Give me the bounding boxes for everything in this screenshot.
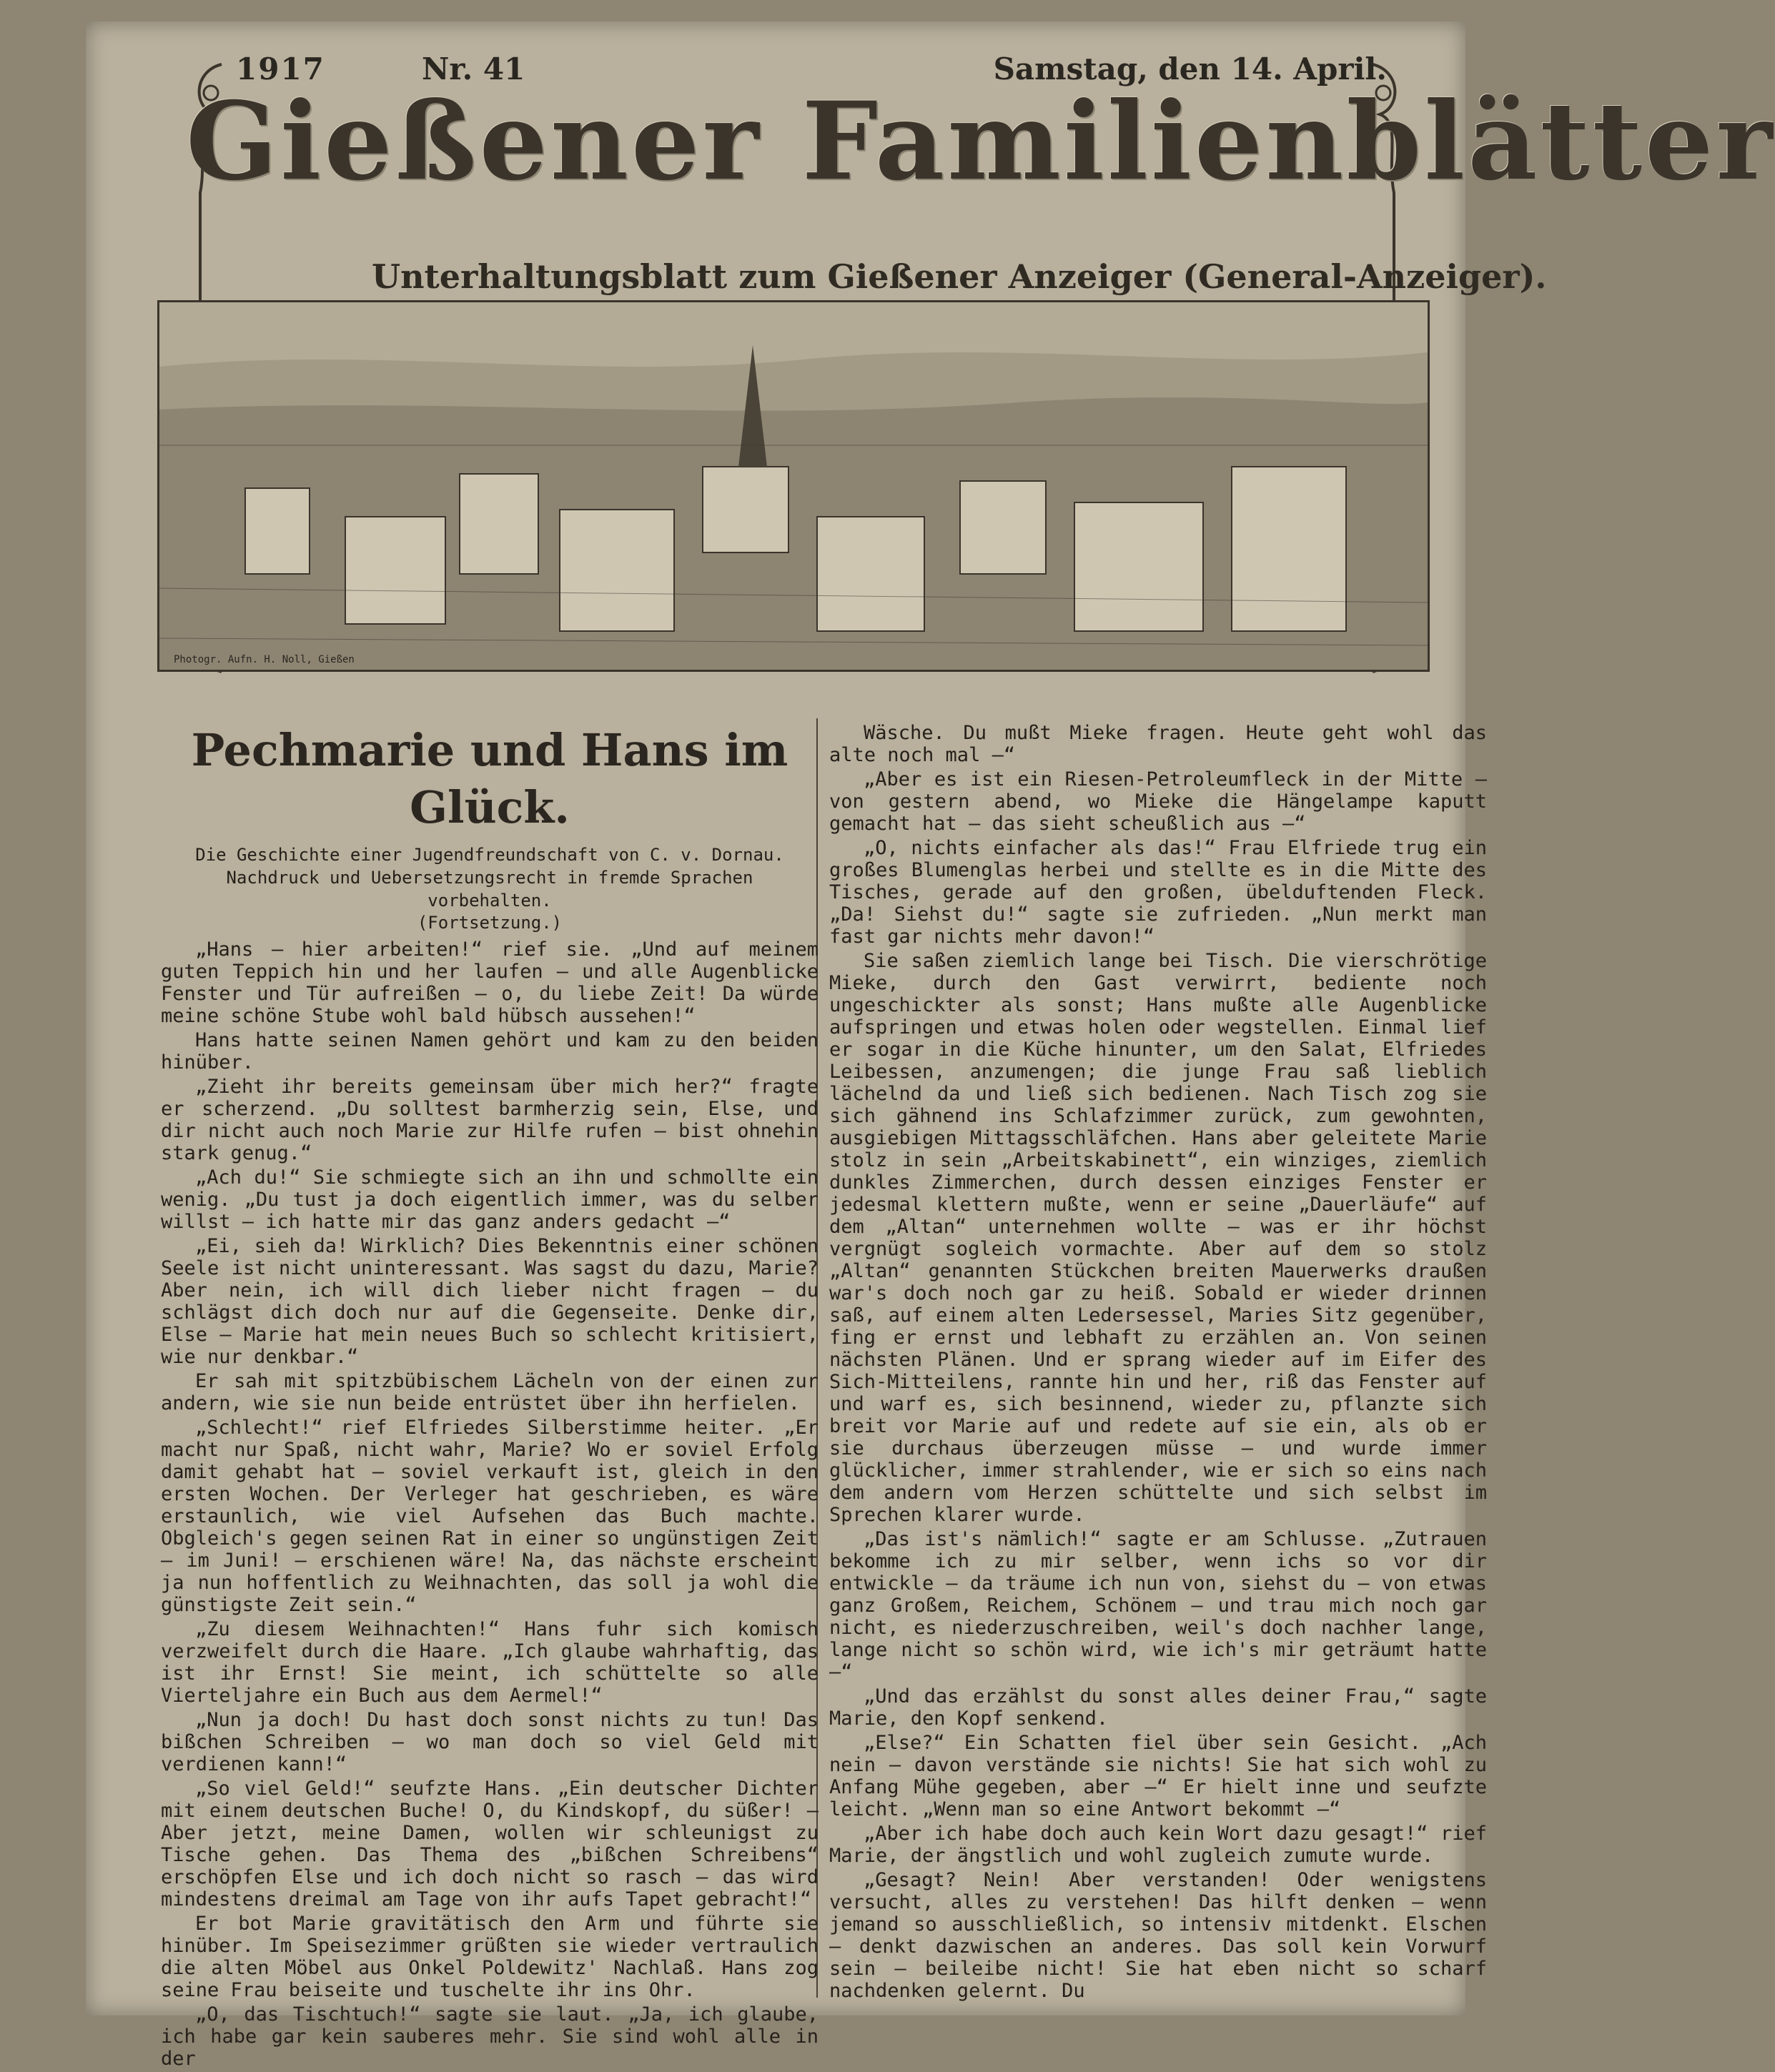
paragraph: „Ach du!“ Sie schmiegte sich an ihn und schmollte ein wenig. „Du tust ja doch eigentlich immer, was du selber willst — ich hatte mir das ganz anders gedacht —“ [161, 1166, 819, 1233]
paragraph: „Nun ja doch! Du hast doch sonst nichts zu tun! Das bißchen Schreiben — wo man doch so viel Geld mit verdienen kann!“ [161, 1709, 819, 1775]
paragraph: „Und das erzählst du sonst alles deiner Frau,“ sagte Marie, den Kopf senkend. [829, 1685, 1487, 1730]
article-column-left [161, 722, 819, 2072]
paragraph: Sie saßen ziemlich lange bei Tisch. Die vierschrötige Mieke, durch den Gast verwirrt, bediente noch ungeschickter als sonst; Hans mußte alle Augenblicke aufspringen und etwas holen oder wegstellen. Einmal lief er sogar in die Küche hinunter, um den Salat, Elfriedes Leibessen, anzumengen; die junge Frau saß lieblich lächelnd da und ließ sich bedienen. Nach Tisch zog sie sich gähnend ins Schlafzimmer zurück, zum gewohnten, ausgiebigen Mittagsschläfchen. Hans aber geleitete Marie stolz in sein „Arbeitskabinett“, ein winziges, ziemlich dunkles Zimmerchen, durch dessen einziges Fenster er jedesmal klettern mußte, wenn er seine „Dauerläufe“ auf dem „Altan“ unternehmen wollte — was er ihr höchst vergnügt sogleich vormachte. Aber auf dem so stolz „Altan“ genannten Stückchen breiten Mauerwerks draußen war's doch noch gar zu heiß. Sobald er wieder drinnen saß, auf einem alten Ledersessel, Maries Sitz gegenüber, fing er ernst und lebhaft zu erzählen an. Von seinen nächsten Plänen. Und er sprang wieder auf im Eifer des Sich-Mitteilens, rannte hin und her, riß das Fenster auf und warf es, sich besinnend, wieder zu, pflanzte sich breit vor Marie auf und redete auf sie ein, als ob er sie durchaus überzeugen müsse — und wurde immer glücklicher, immer strahlender, wie er sich so eins nach dem andern vom Herzen schüttelte und sich selbst im Sprechen klarer wurde. [829, 950, 1487, 1526]
paragraph: „So viel Geld!“ seufzte Hans. „Ein deutscher Dichter mit einem deutschen Buche! O, du Kindskopf, du süßer! — Aber jetzt, meine Damen, wollen wir schleunigst zu Tische gehen. Das Thema des „bißchen Schreibens“ erschöpfen Else und ich doch nicht so rasch — das wird mindestens dreimal am Tage von ihr aufs Tapet gebracht!“ [161, 1778, 819, 1910]
newspaper-page [86, 21, 1775, 2070]
article-continued: (Fortsetzung.) [417, 913, 563, 933]
masthead-subtitle: Unterhaltungsblatt zum Gießener Anzeiger (General-Anzeiger). [372, 257, 1547, 296]
paragraph: „Zu diesem Weihnachten!“ Hans fuhr sich komisch verzweifelt durch die Haare. „Ich glaube wahrhaftig, das ist ihr Ernst! Sie meint, ich schüttelte so alle Vierteljahre ein Buch aus dem Aermel!“ [161, 1618, 819, 1707]
issue-year: 1917 [236, 51, 325, 86]
article-column-right [829, 722, 1487, 2004]
paragraph: Wäsche. Du mußt Mieke fragen. Heute geht wohl das alte noch mal —“ [829, 722, 1487, 766]
image-credit: Photogr. Aufn. H. Noll, Gießen [174, 654, 355, 665]
paragraph: „Else?“ Ein Schatten fiel über sein Gesicht. „Ach nein — davon verstände sie nichts! Sie hat sich wohl zu Anfang Mühe gegeben, aber —“ Er hielt inne und seufzte leicht. „Wenn man so eine Antwort bekommt —“ [829, 1732, 1487, 1820]
city-landscape-icon [159, 302, 1428, 670]
paragraph: „Das ist's nämlich!“ sagte er am Schlusse. „Zutrauen bekomme ich zu mir selber, wenn ichs so vor dir entwickle — da träume ich nun von, siehst du — von etwas ganz Großem, Reichem, Schönem — und trau mich noch gar nicht, es niederzuschreiben, weil's doch nachher lange, lange nicht so schön wird, wie ich's mir geträumt hatte —“ [829, 1528, 1487, 1683]
paragraph: „Hans — hier arbeiten!“ rief sie. „Und auf meinem guten Teppich hin und her laufen — und alle Augenblicke Fenster und Tür aufreißen — o, du liebe Zeit! Da würde meine schöne Stube wohl bald hübsch aussehen!“ [161, 938, 819, 1027]
issue-number: Nr. 41 [422, 51, 525, 86]
article-title: Pechmarie und Hans im Glück. [191, 724, 788, 833]
paragraph: „O, das Tischtuch!“ sagte sie laut. „Ja, ich glaube, ich habe gar kein sauberes mehr. Sie sind wohl alle in der [161, 2003, 819, 2070]
masthead-title: Gießener Familienblätter [186, 79, 1775, 204]
masthead-line [157, 37, 1423, 86]
paragraph: „Gesagt? Nein! Aber verstanden! Oder wenigstens versucht, alles zu verstehen! Das hilft denken — wenn jemand so ausschließlich, so intensiv mitdenkt. Elschen — denkt dazwischen an anderes. Das soll kein Vorwurf sein — beileibe nicht! Sie hat eben nicht so scharf nachdenken gelernt. Du [829, 1869, 1487, 2002]
paragraph: Er bot Marie gravitätisch den Arm und führte sie hinüber. Im Speisezimmer grüßten sie wieder vertraulich die alten Möbel aus Onkel Poldewitz' Nachlaß. Hans zog seine Frau beiseite und tuschelte ihr ins Ohr. [161, 1913, 819, 2001]
issue-date: Samstag, den 14. April. [993, 51, 1387, 86]
paragraph: „Ei, sieh da! Wirklich? Dies Bekenntnis einer schönen Seele ist nicht uninteressant. Was sagst du dazu, Marie? Aber nein, ich will dich lieber nicht fragen — du schlägst dich doch nur auf die Gegenseite. Denke dir, Else — Marie hat mein neues Buch so schlecht kritisiert, wie nur denkbar.“ [161, 1235, 819, 1368]
article-byline: Die Geschichte einer Jugendfreundschaft von C. v. Dornau. [195, 845, 784, 865]
paragraph: Er sah mit spitzbübischem Lächeln von der einen zur andern, wie sie nun beide entrüstet über ihn herfielen. [161, 1370, 819, 1414]
paragraph: „Zieht ihr bereits gemeinsam über mich her?“ fragte er scherzend. „Du solltest barmherzig sein, Else, und dir nicht auch noch Marie zur Hilfe rufen — bist ohnehin stark genug.“ [161, 1076, 819, 1164]
paragraph: Hans hatte seinen Namen gehört und kam zu den beiden hinüber. [161, 1029, 819, 1074]
article-rights: Nachdruck und Uebersetzungsrecht in fremde Sprachen vorbehalten. [226, 868, 753, 911]
paragraph: „Aber ich habe doch auch kein Wort dazu gesagt!“ rief Marie, der ängstlich und wohl zugleich zumute wurde. [829, 1823, 1487, 1867]
paragraph: „Schlecht!“ rief Elfriedes Silberstimme heiter. „Er macht nur Spaß, nicht wahr, Marie? Wo er soviel Erfolg damit gehabt hat — soviel verkauft ist, gleich in den ersten Wochen. Der Verleger hat geschrieben, es wäre erstaunlich, wie viel Aufsehen das Buch machte. Obgleich's gegen seinen Rat in einer so ungünstigen Zeit — im Juni! — erschienen wäre! Na, das nächste erscheint ja nun hoffentlich zu Weihnachten, das soll ja wohl die günstigste Zeit sein.“ [161, 1417, 819, 1616]
paragraph: „Aber es ist ein Riesen-Petroleumfleck in der Mitte — von gestern abend, wo Mieke die Hängelampe kaputt gemacht hat — das sieht scheußlich aus —“ [829, 768, 1487, 835]
paragraph: „O, nichts einfacher als das!“ Frau Elfriede trug ein großes Blumenglas herbei und stellte es in die Mitte des Tisches, gerade auf den großen, übelduftenden Fleck. „Da! Siehst du!“ sagte sie zufrieden. „Nun merkt man fast gar nichts mehr davon!“ [829, 837, 1487, 948]
city-illustration [157, 300, 1430, 672]
